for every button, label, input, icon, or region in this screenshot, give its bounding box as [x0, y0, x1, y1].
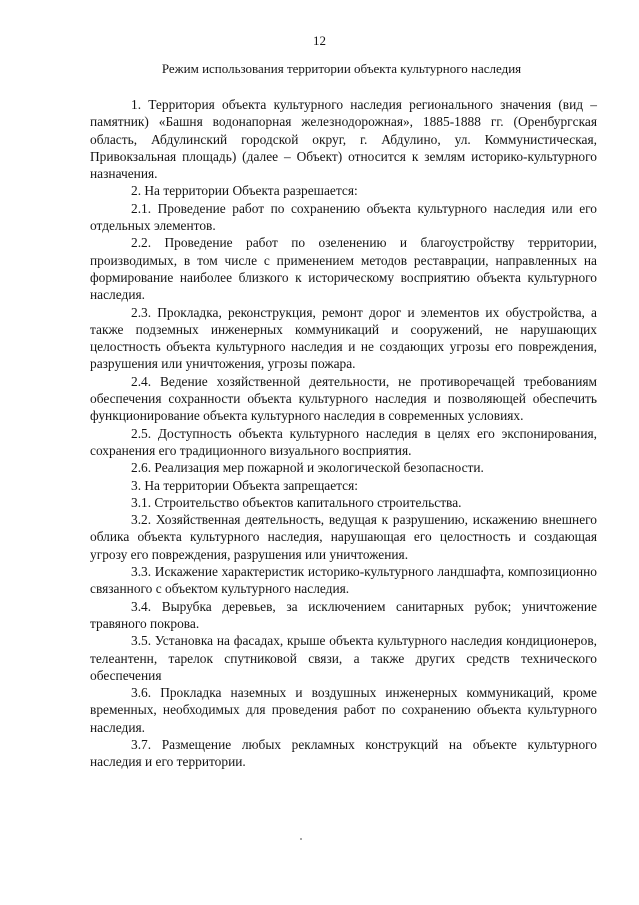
paragraph-1: 1. Территория объекта культурного наследия регионального значения (вид – памятник) «Башня водонапорная железнодорожная», 1885-1888 гг. (Оренбургская область, Абдулинский городской округ, г. Абдулино, ул. Коммунистическая, Привокзальная площадь) (далее – Объект) относится к землям историко-культурного назначения. [90, 97, 597, 182]
paragraph-2-5: 2.5. Доступность объекта культурного наследия в целях его экспонирования, сохранения его традиционного визуального восприятия. [90, 425, 597, 458]
section-title: Режим использования территории объекта культурного наследия [161, 61, 522, 76]
paragraph-3-3: 3.3. Искажение характеристик историко-культурного ландшафта, композиционно связанного с объектом культурного наследия. [90, 564, 597, 597]
paragraph-3-5: 3.5. Установка на фасадах, крыше объекта культурного наследия кондиционеров, телеантенн, тарелок спутниковой связи, а также других средств технического обеспечения [90, 633, 597, 683]
paragraph-2-4: 2.4. Ведение хозяйственной деятельности, не противоречащей требованиям обеспечения сохранности объекта культурного наследия и позволяющей обеспечить функционирование объекта культурного наследия в современных условиях. [90, 373, 597, 424]
paragraph-3-4: 3.4. Вырубка деревьев, за исключением санитарных рубок; уничтожение травяного покрова. [90, 598, 597, 631]
paragraph-3-7: 3.7. Размещение любых рекламных конструкций на объекте культурного наследия и его территории. [90, 736, 597, 770]
paragraph-3-2: 3.2. Хозяйственная деятельность, ведущая к разрушению, искажению внешнего облика объекта культурного наследия, нарушающая его целостность и создающая угрозу его повреждения, разрушения или уничтожения. [90, 512, 597, 562]
paragraph-3: 3. На территории Объекта запрещается: [131, 477, 358, 493]
paragraph-2-6: 2.6. Реализация мер пожарной и экологической безопасности. [131, 460, 484, 476]
paragraph-2: 2. На территории Объекта разрешается: [131, 183, 358, 199]
paragraph-2-2: 2.2. Проведение работ по озеленению и благоустройству территории, производимых, в том числе с применением методов реставрации, направленных на формирование наиболее близкого к историческому восприятию объекта культурного наследия. [90, 235, 597, 303]
page-number: 12 [313, 33, 326, 48]
paragraph-2-3: 2.3. Прокладка, реконструкция, ремонт дорог и элементов их обустройства, а также подземных инженерных коммуникаций и сооружений, не нарушающих целостность объекта культурного наследия и не создающих угрозы его повреждения, разрушения или уничтожения, угрозы пожара. [90, 304, 597, 372]
paragraph-3-1: 3.1. Строительство объектов капитального строительства. [131, 494, 462, 510]
paragraph-2-1: 2.1. Проведение работ по сохранению объекта культурного наследия или его отдельных элементов. [90, 200, 597, 234]
scan-speck [300, 838, 302, 840]
document-body [90, 96, 597, 771]
paragraph-3-6: 3.6. Прокладка наземных и воздушных инженерных коммуникаций, кроме временных, необходимых для проведения работ по сохранению объекта культурного наследия. [90, 685, 597, 735]
